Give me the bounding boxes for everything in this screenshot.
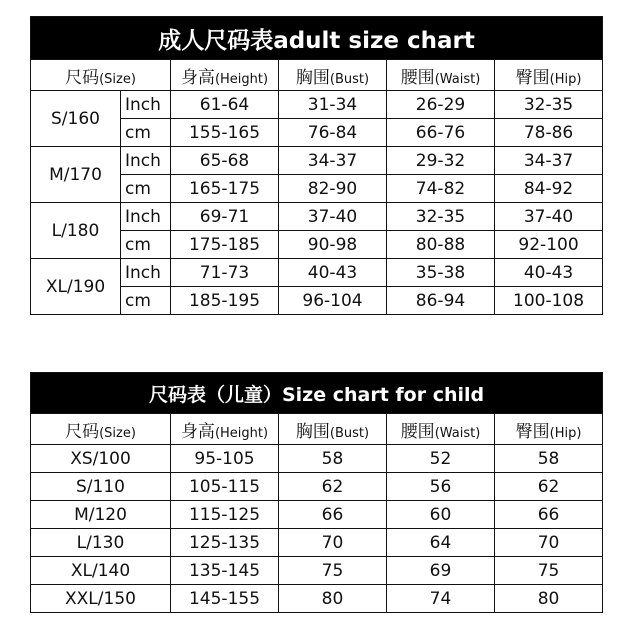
header-bust: 胸围(Bust): [279, 414, 387, 445]
hip-cell: 37-40: [495, 203, 603, 231]
height-cell: 95-105: [171, 445, 279, 473]
waist-cell: 74: [387, 585, 495, 613]
adult-header-row: [31, 60, 603, 91]
unit-cell: Inch: [121, 91, 171, 119]
hip-cell: 84-92: [495, 175, 603, 203]
bust-cell: 80: [279, 585, 387, 613]
height-cell: 185-195: [171, 287, 279, 315]
hip-cell: 66: [495, 501, 603, 529]
header-hip: 臀围(Hip): [495, 60, 603, 91]
bust-cell: 70: [279, 529, 387, 557]
hip-cell: 78-86: [495, 119, 603, 147]
size-cell: M/120: [31, 501, 171, 529]
height-cell: 145-155: [171, 585, 279, 613]
waist-cell: 29-32: [387, 147, 495, 175]
waist-cell: 66-76: [387, 119, 495, 147]
header-size: 尺码(Size): [31, 414, 171, 445]
height-cell: 165-175: [171, 175, 279, 203]
adult-table-title: 成人尺码表adult size chart: [31, 17, 603, 60]
height-cell: 175-185: [171, 231, 279, 259]
bust-cell: 90-98: [279, 231, 387, 259]
hip-cell: 62: [495, 473, 603, 501]
waist-cell: 64: [387, 529, 495, 557]
table-row: [31, 585, 603, 613]
unit-cell: cm: [121, 231, 171, 259]
size-cell: L/130: [31, 529, 171, 557]
hip-cell: 75: [495, 557, 603, 585]
height-cell: 125-135: [171, 529, 279, 557]
height-cell: 61-64: [171, 91, 279, 119]
waist-cell: 52: [387, 445, 495, 473]
size-cell: S/110: [31, 473, 171, 501]
header-height: 身高(Height): [171, 414, 279, 445]
waist-cell: 60: [387, 501, 495, 529]
height-cell: 69-71: [171, 203, 279, 231]
size-cell: XL/140: [31, 557, 171, 585]
height-cell: 71-73: [171, 259, 279, 287]
size-cell: XS/100: [31, 445, 171, 473]
waist-cell: 56: [387, 473, 495, 501]
waist-cell: 74-82: [387, 175, 495, 203]
child-table-title: 尺码表（儿童）Size chart for child: [31, 373, 603, 414]
bust-cell: 82-90: [279, 175, 387, 203]
bust-cell: 75: [279, 557, 387, 585]
bust-cell: 31-34: [279, 91, 387, 119]
height-cell: 65-68: [171, 147, 279, 175]
size-cell: M/170: [31, 147, 121, 203]
hip-cell: 58: [495, 445, 603, 473]
unit-cell: Inch: [121, 259, 171, 287]
bust-cell: 66: [279, 501, 387, 529]
waist-cell: 32-35: [387, 203, 495, 231]
unit-cell: Inch: [121, 203, 171, 231]
hip-cell: 92-100: [495, 231, 603, 259]
child-header-row: [31, 414, 603, 445]
height-cell: 135-145: [171, 557, 279, 585]
table-row: [31, 203, 603, 231]
header-hip: 臀围(Hip): [495, 414, 603, 445]
bust-cell: 40-43: [279, 259, 387, 287]
table-row: [31, 529, 603, 557]
hip-cell: 40-43: [495, 259, 603, 287]
bust-cell: 34-37: [279, 147, 387, 175]
bust-cell: 58: [279, 445, 387, 473]
child-size-table: [30, 372, 603, 613]
size-cell: XXL/150: [31, 585, 171, 613]
size-cell: XL/190: [31, 259, 121, 315]
unit-cell: cm: [121, 175, 171, 203]
height-cell: 115-125: [171, 501, 279, 529]
hip-cell: 80: [495, 585, 603, 613]
unit-cell: cm: [121, 119, 171, 147]
header-waist: 腰围(Waist): [387, 60, 495, 91]
waist-cell: 80-88: [387, 231, 495, 259]
table-row: [31, 147, 603, 175]
size-cell: L/180: [31, 203, 121, 259]
bust-cell: 62: [279, 473, 387, 501]
bust-cell: 76-84: [279, 119, 387, 147]
table-row: [31, 445, 603, 473]
waist-cell: 69: [387, 557, 495, 585]
height-cell: 155-165: [171, 119, 279, 147]
waist-cell: 35-38: [387, 259, 495, 287]
hip-cell: 70: [495, 529, 603, 557]
waist-cell: 26-29: [387, 91, 495, 119]
size-cell: S/160: [31, 91, 121, 147]
bust-cell: 37-40: [279, 203, 387, 231]
table-row: [31, 91, 603, 119]
waist-cell: 86-94: [387, 287, 495, 315]
hip-cell: 100-108: [495, 287, 603, 315]
table-row: [31, 473, 603, 501]
table-row: [31, 259, 603, 287]
unit-cell: cm: [121, 287, 171, 315]
header-waist: 腰围(Waist): [387, 414, 495, 445]
table-row: [31, 557, 603, 585]
height-cell: 105-115: [171, 473, 279, 501]
table-row: [31, 501, 603, 529]
header-bust: 胸围(Bust): [279, 60, 387, 91]
header-size: 尺码(Size): [31, 60, 171, 91]
unit-cell: Inch: [121, 147, 171, 175]
hip-cell: 32-35: [495, 91, 603, 119]
bust-cell: 96-104: [279, 287, 387, 315]
header-height: 身高(Height): [171, 60, 279, 91]
adult-size-table: [30, 16, 603, 315]
hip-cell: 34-37: [495, 147, 603, 175]
